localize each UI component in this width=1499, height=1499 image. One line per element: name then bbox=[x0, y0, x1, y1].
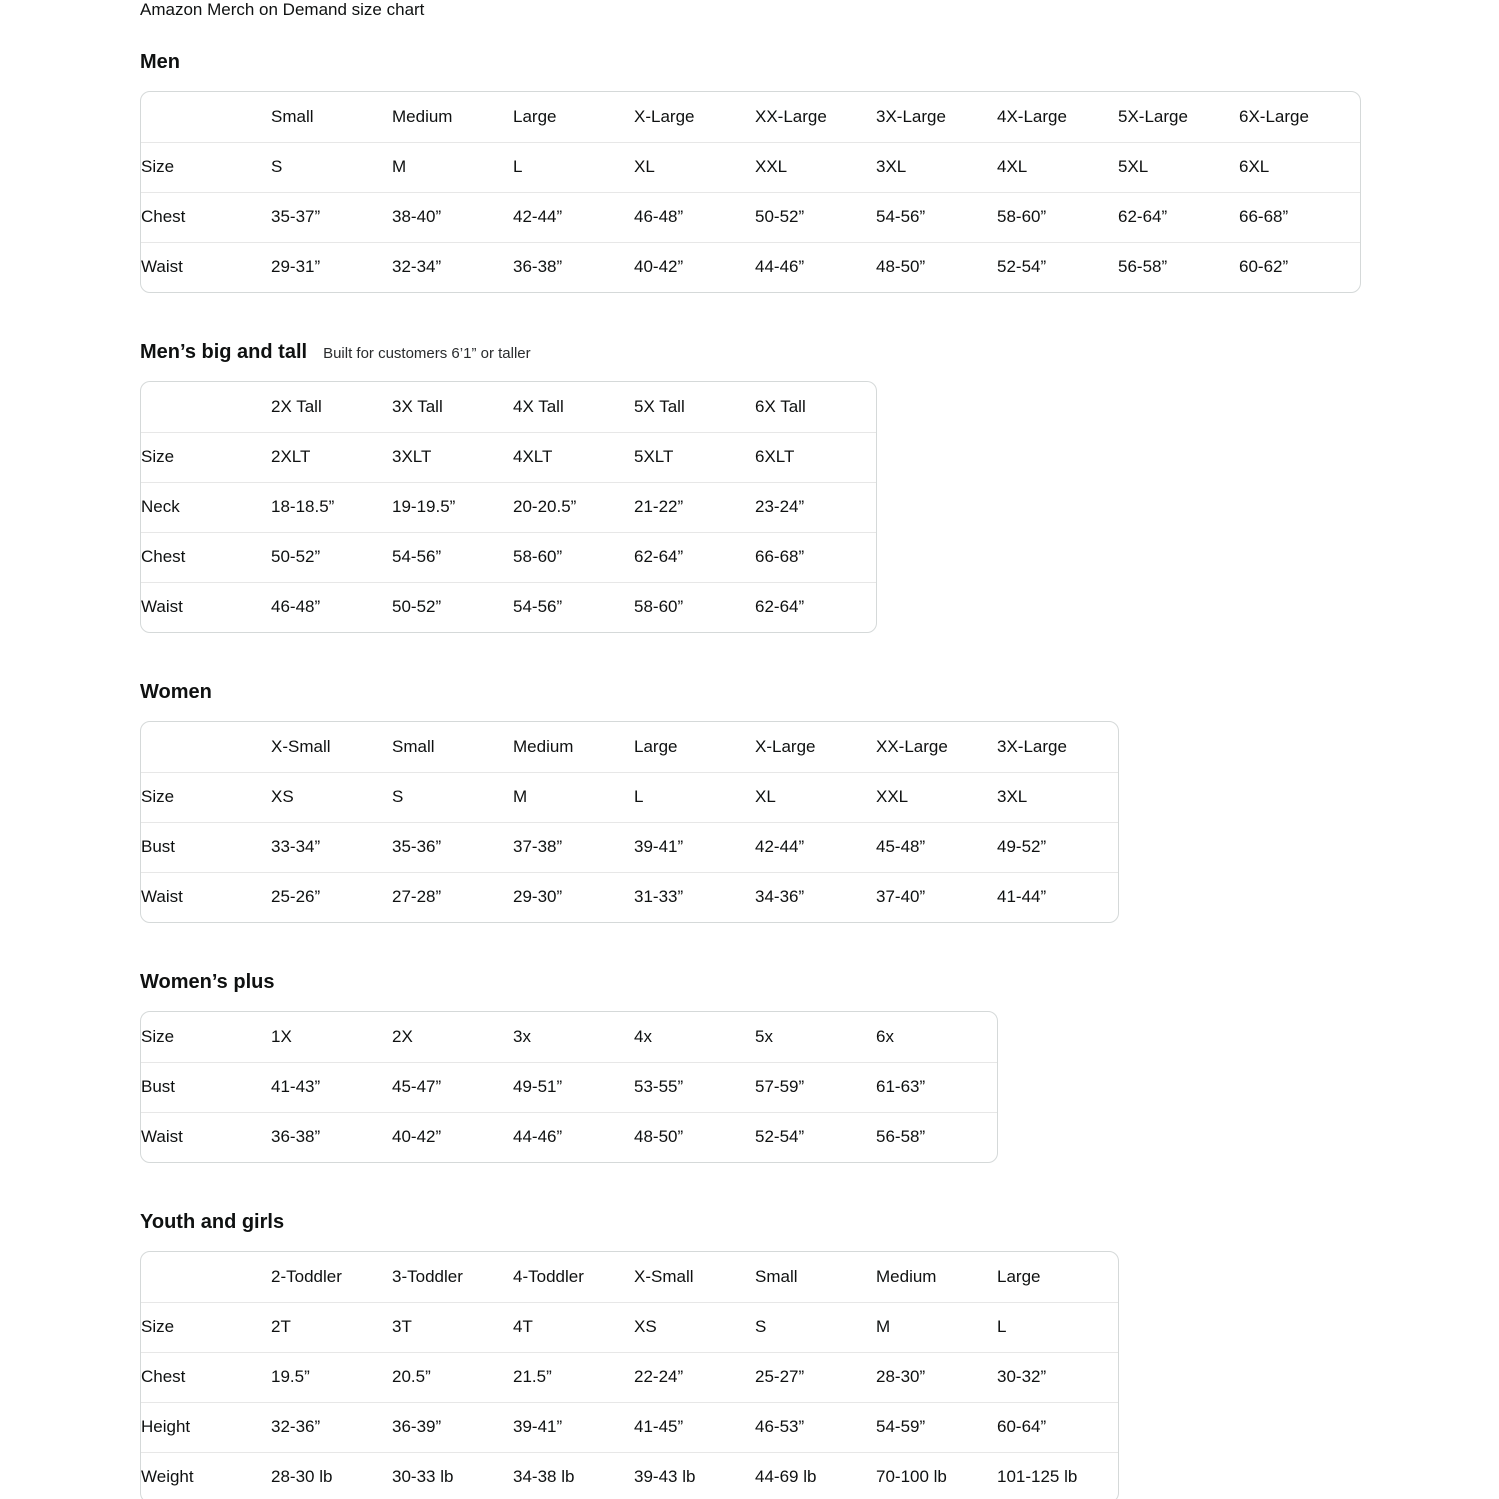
cell-value: 45-48” bbox=[876, 822, 997, 872]
section-title: Women bbox=[140, 681, 212, 703]
row-label: Chest bbox=[141, 192, 271, 242]
cell-value: 44-46” bbox=[755, 242, 876, 292]
row-label: Waist bbox=[141, 242, 271, 292]
column-header-row bbox=[141, 382, 876, 432]
cell-value: 66-68” bbox=[755, 532, 876, 582]
cell-value: 21.5” bbox=[513, 1352, 634, 1402]
cell-value: 54-59” bbox=[876, 1402, 997, 1452]
cell-value: 20-20.5” bbox=[513, 482, 634, 532]
column-header: 2X Tall bbox=[271, 396, 322, 416]
cell-value: 19-19.5” bbox=[392, 482, 513, 532]
cell-value: 49-52” bbox=[997, 822, 1118, 872]
cell-value: 27-28” bbox=[392, 872, 513, 922]
column-header-row bbox=[141, 92, 1360, 142]
row-label: Size bbox=[141, 772, 271, 822]
column-header: Medium bbox=[876, 1266, 937, 1286]
cell-value: 22-24” bbox=[634, 1352, 755, 1402]
cell-value: 58-60” bbox=[997, 192, 1118, 242]
cell-value: 44-69 lb bbox=[755, 1452, 876, 1499]
cell-value: 5XLT bbox=[634, 432, 755, 482]
section-title: Men bbox=[140, 51, 180, 73]
cell-value: 46-48” bbox=[271, 582, 392, 632]
cell-value: 4XLT bbox=[513, 432, 634, 482]
row-label: Size bbox=[141, 432, 271, 482]
cell-value: 35-36” bbox=[392, 822, 513, 872]
cell-value: 42-44” bbox=[755, 822, 876, 872]
column-header: X-Large bbox=[755, 736, 816, 756]
cell-value: 20.5” bbox=[392, 1352, 513, 1402]
column-header-row bbox=[141, 722, 1118, 772]
cell-value: 56-58” bbox=[1118, 242, 1239, 292]
cell-value: 61-63” bbox=[876, 1062, 997, 1112]
column-header-row bbox=[141, 1252, 1118, 1302]
row-label: Weight bbox=[141, 1452, 271, 1499]
section-heading-women-s-plus bbox=[140, 970, 1459, 996]
column-header: 5X-Large bbox=[1118, 106, 1188, 126]
table-row bbox=[141, 192, 1360, 242]
column-header: Small bbox=[755, 1266, 798, 1286]
cell-value: 62-64” bbox=[634, 532, 755, 582]
cell-value: 48-50” bbox=[634, 1112, 755, 1162]
sections-container bbox=[140, 50, 1459, 1499]
cell-value: 19.5” bbox=[271, 1352, 392, 1402]
cell-value: 49-51” bbox=[513, 1062, 634, 1112]
cell-value: S bbox=[755, 1302, 876, 1352]
cell-value: 54-56” bbox=[392, 532, 513, 582]
cell-value: 46-48” bbox=[634, 192, 755, 242]
cell-value: 29-31” bbox=[271, 242, 392, 292]
table-row bbox=[141, 532, 876, 582]
cell-value: 36-39” bbox=[392, 1402, 513, 1452]
table-row bbox=[141, 1062, 997, 1112]
cell-value: 28-30” bbox=[876, 1352, 997, 1402]
column-header: 3-Toddler bbox=[392, 1266, 463, 1286]
table-row bbox=[141, 242, 1360, 292]
cell-value: 42-44” bbox=[513, 192, 634, 242]
cell-value: 48-50” bbox=[876, 242, 997, 292]
size-table-men-s-big-and-tall bbox=[141, 382, 876, 632]
size-table-women-s-plus bbox=[141, 1012, 997, 1162]
cell-value: 30-32” bbox=[997, 1352, 1118, 1402]
size-table-card-men bbox=[140, 91, 1361, 293]
cell-value: 53-55” bbox=[634, 1062, 755, 1112]
size-table-card-men-s-big-and-tall bbox=[140, 381, 877, 633]
cell-value: 21-22” bbox=[634, 482, 755, 532]
cell-value: 3XL bbox=[997, 772, 1118, 822]
cell-value: 38-40” bbox=[392, 192, 513, 242]
row-label: Size bbox=[141, 142, 271, 192]
row-label: Chest bbox=[141, 1352, 271, 1402]
row-label: Bust bbox=[141, 822, 271, 872]
page-title: Amazon Merch on Demand size chart bbox=[140, 0, 425, 19]
column-header: 3X Tall bbox=[392, 396, 443, 416]
corner-cell bbox=[141, 722, 271, 772]
cell-value: 6XLT bbox=[755, 432, 876, 482]
column-header: 4-Toddler bbox=[513, 1266, 584, 1286]
cell-value: 18-18.5” bbox=[271, 482, 392, 532]
size-table-card-youth-and-girls bbox=[140, 1251, 1119, 1499]
column-header: Small bbox=[271, 106, 314, 126]
cell-value: 25-27” bbox=[755, 1352, 876, 1402]
cell-value: 52-54” bbox=[997, 242, 1118, 292]
cell-value: 50-52” bbox=[271, 532, 392, 582]
column-header: 5X Tall bbox=[634, 396, 685, 416]
cell-value: 41-44” bbox=[997, 872, 1118, 922]
row-label: Waist bbox=[141, 872, 271, 922]
table-row bbox=[141, 582, 876, 632]
cell-value: 41-43” bbox=[271, 1062, 392, 1112]
section-title: Women’s plus bbox=[140, 971, 275, 993]
cell-value: 31-33” bbox=[634, 872, 755, 922]
cell-value: 3XL bbox=[876, 142, 997, 192]
cell-value: XS bbox=[271, 772, 392, 822]
cell-value: 39-41” bbox=[634, 822, 755, 872]
column-header: XX-Large bbox=[876, 736, 948, 756]
table-row bbox=[141, 1112, 997, 1162]
cell-value: 45-47” bbox=[392, 1062, 513, 1112]
cell-value: 54-56” bbox=[876, 192, 997, 242]
section-men-s-big-and-tall bbox=[140, 340, 1459, 638]
section-subtitle: Built for customers 6’1” or taller bbox=[323, 345, 531, 362]
table-row bbox=[141, 482, 876, 532]
section-heading-youth-and-girls bbox=[140, 1210, 1459, 1236]
cell-value: 37-38” bbox=[513, 822, 634, 872]
section-heading-men bbox=[140, 50, 1459, 76]
cell-value: L bbox=[634, 772, 755, 822]
cell-value: 28-30 lb bbox=[271, 1452, 392, 1499]
cell-value: 6x bbox=[876, 1026, 894, 1046]
cell-value: 60-64” bbox=[997, 1402, 1118, 1452]
cell-value: 58-60” bbox=[513, 532, 634, 582]
row-label: Height bbox=[141, 1402, 271, 1452]
section-men bbox=[140, 50, 1459, 298]
cell-value: 56-58” bbox=[876, 1112, 997, 1162]
cell-value: 30-33 lb bbox=[392, 1452, 513, 1499]
column-header: Large bbox=[997, 1266, 1041, 1286]
table-row bbox=[141, 1012, 997, 1062]
section-youth-and-girls bbox=[140, 1210, 1459, 1499]
column-header: Medium bbox=[392, 106, 453, 126]
cell-value: 54-56” bbox=[513, 582, 634, 632]
cell-value: 2XLT bbox=[271, 432, 392, 482]
cell-value: XXL bbox=[755, 142, 876, 192]
size-table-youth-and-girls bbox=[141, 1252, 1118, 1499]
section-title: Men’s big and tall bbox=[140, 341, 308, 363]
column-header: Large bbox=[634, 736, 678, 756]
section-heading-women bbox=[140, 680, 1459, 706]
cell-value: 41-45” bbox=[634, 1402, 755, 1452]
column-header: 3X-Large bbox=[876, 106, 946, 126]
column-header: X-Small bbox=[634, 1266, 694, 1286]
section-title: Youth and girls bbox=[140, 1211, 285, 1233]
column-header: 3X-Large bbox=[997, 736, 1067, 756]
table-row bbox=[141, 1352, 1118, 1402]
cell-value: XS bbox=[634, 1302, 755, 1352]
table-row bbox=[141, 1402, 1118, 1452]
cell-value: 4x bbox=[634, 1026, 652, 1046]
table-row bbox=[141, 142, 1360, 192]
cell-value: 5x bbox=[755, 1026, 773, 1046]
section-heading-men-s-big-and-tall bbox=[140, 340, 1459, 366]
cell-value: XL bbox=[755, 772, 876, 822]
cell-value: 2X bbox=[392, 1026, 413, 1046]
cell-value: 62-64” bbox=[755, 582, 876, 632]
column-header: 6X-Large bbox=[1239, 106, 1309, 126]
cell-value: 3T bbox=[392, 1302, 513, 1352]
column-header: 2-Toddler bbox=[271, 1266, 342, 1286]
row-label: Neck bbox=[141, 482, 271, 532]
cell-value: 32-36” bbox=[271, 1402, 392, 1452]
cell-value: 5XL bbox=[1118, 142, 1239, 192]
cell-value: S bbox=[392, 772, 513, 822]
row-label: Chest bbox=[141, 532, 271, 582]
cell-value: 1X bbox=[271, 1026, 292, 1046]
cell-value: M bbox=[513, 772, 634, 822]
size-table-card-women bbox=[140, 721, 1119, 923]
cell-value: 34-36” bbox=[755, 872, 876, 922]
cell-value: XL bbox=[634, 142, 755, 192]
cell-value: 37-40” bbox=[876, 872, 997, 922]
cell-value: 40-42” bbox=[634, 242, 755, 292]
cell-value: 50-52” bbox=[755, 192, 876, 242]
size-table-card-women-s-plus bbox=[140, 1011, 998, 1163]
cell-value: 46-53” bbox=[755, 1402, 876, 1452]
row-label: Waist bbox=[141, 582, 271, 632]
cell-value: S bbox=[271, 142, 392, 192]
table-row bbox=[141, 1302, 1118, 1352]
table-row bbox=[141, 432, 876, 482]
column-header: X-Large bbox=[634, 106, 695, 126]
cell-value: 58-60” bbox=[634, 582, 755, 632]
cell-value: 40-42” bbox=[392, 1112, 513, 1162]
cell-value: M bbox=[392, 142, 513, 192]
cell-value: L bbox=[997, 1302, 1118, 1352]
cell-value: 66-68” bbox=[1239, 192, 1360, 242]
row-label: Size bbox=[141, 1302, 271, 1352]
cell-value: 60-62” bbox=[1239, 242, 1360, 292]
section-women bbox=[140, 680, 1459, 928]
cell-value: 52-54” bbox=[755, 1112, 876, 1162]
corner-cell bbox=[141, 382, 271, 432]
table-row bbox=[141, 872, 1118, 922]
cell-value: 3x bbox=[513, 1026, 531, 1046]
cell-value: 32-34” bbox=[392, 242, 513, 292]
column-header: Small bbox=[392, 736, 435, 756]
cell-value: 62-64” bbox=[1118, 192, 1239, 242]
cell-value: 29-30” bbox=[513, 872, 634, 922]
column-header: X-Small bbox=[271, 736, 331, 756]
cell-value: 3XLT bbox=[392, 432, 513, 482]
column-header: Medium bbox=[513, 736, 574, 756]
column-header: XX-Large bbox=[755, 106, 827, 126]
column-header: Large bbox=[513, 106, 557, 126]
cell-value: 33-34” bbox=[271, 822, 392, 872]
cell-value: 44-46” bbox=[513, 1112, 634, 1162]
table-row bbox=[141, 822, 1118, 872]
cell-value: 2T bbox=[271, 1302, 392, 1352]
table-row bbox=[141, 772, 1118, 822]
cell-value: 39-41” bbox=[513, 1402, 634, 1452]
cell-value: 50-52” bbox=[392, 582, 513, 632]
section-women-s-plus bbox=[140, 970, 1459, 1168]
table-row bbox=[141, 1452, 1118, 1499]
corner-cell bbox=[141, 92, 271, 142]
cell-value: 70-100 lb bbox=[876, 1452, 997, 1499]
cell-value: L bbox=[513, 142, 634, 192]
column-header: 4X Tall bbox=[513, 396, 564, 416]
size-table-men bbox=[141, 92, 1360, 292]
cell-value: 35-37” bbox=[271, 192, 392, 242]
row-label: Size bbox=[141, 1026, 175, 1046]
row-label: Waist bbox=[141, 1112, 271, 1162]
cell-value: 23-24” bbox=[755, 482, 876, 532]
column-header: 6X Tall bbox=[755, 396, 806, 416]
column-header: 4X-Large bbox=[997, 106, 1067, 126]
row-label: Bust bbox=[141, 1062, 271, 1112]
cell-value: M bbox=[876, 1302, 997, 1352]
cell-value: 57-59” bbox=[755, 1062, 876, 1112]
cell-value: 4T bbox=[513, 1302, 634, 1352]
cell-value: 39-43 lb bbox=[634, 1452, 755, 1499]
cell-value: 34-38 lb bbox=[513, 1452, 634, 1499]
cell-value: XXL bbox=[876, 772, 997, 822]
cell-value: 36-38” bbox=[271, 1112, 392, 1162]
size-table-women bbox=[141, 722, 1118, 922]
cell-value: 101-125 lb bbox=[997, 1452, 1118, 1499]
cell-value: 6XL bbox=[1239, 142, 1360, 192]
cell-value: 4XL bbox=[997, 142, 1118, 192]
cell-value: 36-38” bbox=[513, 242, 634, 292]
cell-value: 25-26” bbox=[271, 872, 392, 922]
corner-cell bbox=[141, 1252, 271, 1302]
